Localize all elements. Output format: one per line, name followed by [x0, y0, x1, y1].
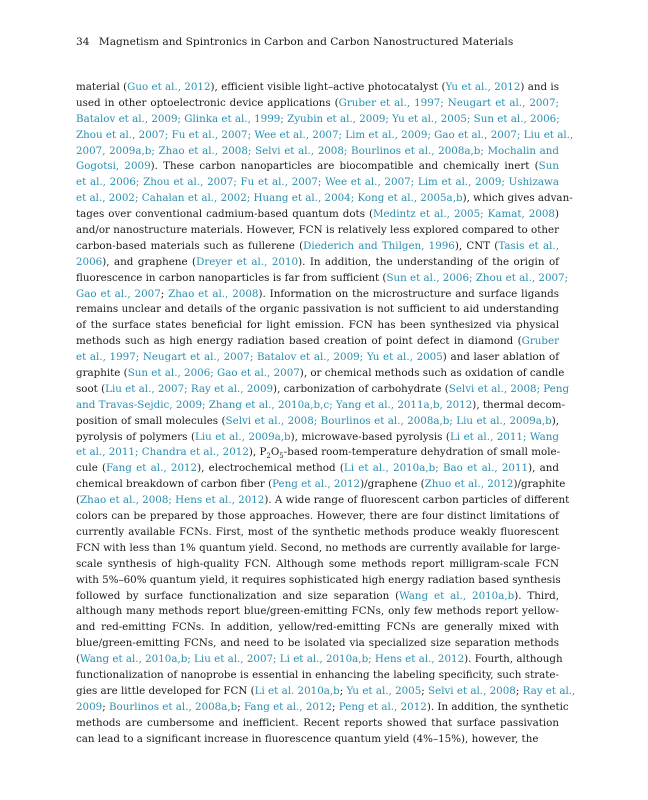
text-line	[76, 716, 559, 732]
citation-link[interactable]: Gruber	[521, 335, 559, 348]
text-run: methods are cumbersome and inefficient. Recent reports showed that surface passivation	[76, 716, 559, 729]
text-run: )/graphite	[513, 478, 566, 491]
text-run: ). In addition, the understanding of the origin of	[298, 255, 559, 268]
text-line	[76, 525, 559, 541]
citation-link[interactable]: Batalov et al., 2009; Glinka et al., 1999; Zyubin et al., 2009; Yu et al., 2005; Sun et al., 2006;	[76, 112, 560, 125]
citation-link[interactable]: Diederich and Thilgen, 1996	[303, 239, 455, 252]
text-run: )	[554, 208, 559, 221]
text-run: ). A wide range of fluorescent carbon particles of different	[264, 494, 570, 507]
text-run: pyrolysis of polymers (	[76, 430, 195, 443]
text-line	[76, 318, 559, 334]
text-run: )/graphene (	[360, 478, 425, 491]
citation-link[interactable]: Medintz et al., 2005; Kamat, 2008	[373, 208, 555, 221]
text-run: with 5%–60% quantum yield, it requires sophisticated high energy radiation based synthesis	[76, 573, 561, 586]
text-line	[76, 382, 570, 398]
citation-link[interactable]: Peng et al., 2012	[338, 700, 427, 713]
text-run: ;	[421, 684, 429, 697]
text-run: ), CNT (	[454, 239, 499, 252]
citation-link[interactable]: Li et al. 2010a,b	[254, 684, 340, 697]
text-line	[76, 509, 559, 525]
text-line	[76, 430, 559, 446]
citation-link[interactable]: et al., 1997; Neugart et al., 2007; Batalov et al., 2009; Yu et al., 2005	[76, 351, 443, 364]
citation-link[interactable]: Sun	[538, 160, 559, 173]
text-line	[76, 302, 559, 318]
text-line	[76, 604, 559, 620]
text-run: carbon-based materials such as fullerene (	[76, 239, 304, 252]
text-run: O	[270, 446, 280, 459]
text-run: tages over conventional cadmium-based quantum dots (	[76, 208, 374, 221]
text-line	[76, 620, 559, 636]
citation-link[interactable]: Ray et al.,	[522, 684, 576, 697]
text-run: ;	[237, 700, 244, 713]
text-run: ) and is	[520, 81, 559, 93]
text-run: used in other optoelectronic device applications (	[76, 96, 339, 109]
text-run: gies are little developed for FCN (	[76, 684, 255, 697]
text-run: ), electrochemical method (	[197, 462, 344, 475]
citation-link[interactable]: Peng et al., 2012	[272, 478, 361, 491]
citation-link[interactable]: Gao et al., 2007	[76, 287, 161, 300]
text-line	[76, 366, 565, 382]
text-run: ), and	[528, 462, 560, 475]
text-run: ;	[332, 700, 339, 713]
text-run: soot (	[76, 382, 106, 395]
text-run: can lead to a significant increase in fluorescence quantum yield (4%–15%), however, the	[76, 732, 539, 745]
citation-link[interactable]: Selvi et al., 2008	[428, 684, 516, 697]
citation-link[interactable]: Li et al., 2011; Wang	[449, 430, 559, 443]
text-line	[76, 191, 573, 207]
text-run: ;	[160, 287, 169, 300]
citation-link[interactable]: Wang et al., 2010a,b	[399, 589, 515, 602]
text-run: ). Third,	[514, 589, 559, 602]
text-line	[76, 239, 559, 255]
text-run: ), or chemical methods such as oxidation of candle	[299, 367, 565, 380]
text-line	[76, 684, 576, 700]
citation-link[interactable]: Gruber et al., 1997; Neugart et al., 2007;	[338, 96, 560, 109]
text-run: ) and laser ablation of	[442, 351, 559, 364]
text-run: (	[76, 653, 81, 666]
text-run: material (	[76, 81, 128, 93]
citation-link[interactable]: Liu et al., 2009a,b	[194, 430, 291, 443]
citation-link[interactable]: Liu et al., 2007; Ray et al., 2009	[105, 382, 274, 395]
citation-link[interactable]: Li et al., 2010a,b; Bao et al., 2011	[343, 462, 529, 475]
text-run: graphite (	[76, 367, 128, 380]
citation-link[interactable]: Tasis et al.,	[498, 239, 559, 252]
text-run: ). These carbon nanoparticles are biocompatible and chemically inert (	[150, 160, 539, 173]
text-run: ;	[339, 684, 347, 697]
text-run: ), efficient visible light–active photocatalyst (	[210, 81, 446, 93]
citation-link[interactable]: 2007, 2009a,b; Zhao et al., 2008; Selvi et al., 2008; Bourlinos et al., 2008a,b; Mochalin and	[76, 144, 559, 157]
text-line	[76, 334, 559, 350]
text-line	[76, 175, 559, 191]
text-run: methods such as high energy radiation based creation of point defect in diamond (	[76, 335, 522, 348]
text-run: functionalization of nanoprobe is essential in enhancing the labeling specificity, such strate-	[76, 668, 559, 681]
running-title: Magnetism and Spintronics in Carbon and Carbon Nanostructured Materials	[98, 36, 514, 48]
text-run: ), carbonization of carbohydrate (	[273, 382, 449, 395]
text-run: although many methods report blue/green-emitting FCNs, only few methods report yellow-	[76, 605, 559, 618]
text-line	[76, 700, 569, 716]
text-run: currently available FCNs. First, most of the synthetic methods produce weakly fluorescent	[76, 525, 559, 538]
text-line	[76, 557, 559, 573]
text-run: ), which gives advan-	[462, 192, 573, 205]
text-line	[76, 541, 559, 557]
text-line	[76, 112, 559, 128]
text-line	[76, 573, 559, 589]
text-line	[76, 271, 569, 287]
text-line	[76, 398, 566, 414]
text-line	[76, 350, 559, 366]
citation-link[interactable]: Sun et al., 2006; Gao et al., 2007	[127, 367, 300, 380]
text-line	[76, 652, 563, 668]
citation-link[interactable]: 2006	[76, 255, 103, 268]
text-line	[76, 207, 559, 223]
text-line	[76, 144, 559, 160]
text-line	[76, 255, 559, 271]
text-line	[76, 80, 559, 96]
text-line	[76, 128, 574, 144]
citation-link[interactable]: Bourlinos et al., 2008a,b	[108, 700, 238, 713]
citation-link[interactable]: Zhao et al., 2008; Hens et al., 2012	[80, 494, 265, 507]
text-run: ). In addition, the synthetic	[426, 700, 569, 713]
text-line	[76, 493, 570, 509]
text-run: ). Fourth, although	[464, 653, 563, 666]
citation-link[interactable]: Selvi et al., 2008; Bourlinos et al., 2008a,b; Liu et al., 2009a,b	[225, 414, 552, 427]
text-line	[76, 668, 559, 684]
text-run: colors can be prepared by those approaches. However, there are four distinct limitations of	[76, 510, 559, 523]
text-line	[76, 732, 559, 748]
text-run: (	[76, 494, 81, 507]
text-line	[76, 589, 559, 605]
text-line	[76, 445, 559, 461]
text-run: fluorescence in carbon nanoparticles is far from sufficient (	[76, 271, 387, 284]
text-line	[76, 159, 559, 175]
citation-link[interactable]: Zhao et al., 2008	[168, 287, 259, 300]
citation-link[interactable]: Selvi et al., 2008; Peng	[448, 382, 570, 395]
citation-link[interactable]: Guo et al., 2012	[127, 81, 211, 93]
citation-link[interactable]: Dreyer et al., 2010	[196, 255, 299, 268]
text-line	[76, 96, 559, 112]
citation-link[interactable]: Yu et al., 2005	[346, 684, 422, 697]
body-paragraph	[76, 80, 576, 747]
citation-link[interactable]: Sun et al., 2006; Zhou et al., 2007;	[386, 271, 569, 284]
citation-link[interactable]: et al., 2002; Cahalan et al., 2002; Huang et al., 2004; Kong et al., 2005a,b	[76, 192, 463, 205]
text-run: scale synthesis of high-quality FCN. Although some methods report milligram-scale FCN	[76, 557, 559, 570]
text-line	[76, 287, 559, 303]
text-run: cule (	[76, 462, 107, 475]
text-line	[76, 636, 559, 652]
text-run: and red-emitting FCNs. In addition, yellow/red-emitting FCNs are generally mixed with	[76, 621, 559, 634]
text-run: remains unclear and details of the organic passivation is not sufficient to aid understanding	[76, 303, 559, 316]
text-run: ), thermal decom-	[472, 398, 566, 411]
text-run: ), microwave-based pyrolysis (	[290, 430, 450, 443]
text-line	[76, 223, 559, 239]
text-run: ), P	[248, 446, 267, 459]
text-run: ;	[102, 700, 109, 713]
page-number: 34	[76, 36, 90, 48]
text-run: FCN with less than 1% quantum yield. Second, no methods are currently available for large-	[76, 541, 561, 554]
text-run: of the surface states beneficial for light emission. FCN has been synthesized via physical	[76, 319, 559, 332]
text-run: ),	[551, 414, 559, 427]
citation-link[interactable]: et al., 2006; Zhou et al., 2007; Fu et al., 2007; Wee et al., 2007; Lim et al., 2009; Ushizawa	[76, 176, 559, 189]
text-line	[76, 461, 559, 477]
citation-link[interactable]: Fang et al., 2012	[106, 462, 198, 475]
text-run: ). Information on the microstructure and surface ligands	[258, 287, 559, 300]
text-run: -based room-temperature dehydration of small mole-	[283, 446, 561, 459]
citation-link[interactable]: Zhou et al., 2007; Fu et al., 2007; Wee et al., 2007; Lim et al., 2009; Gao et al., 2007; Liu et al.,	[76, 128, 574, 141]
text-run: chemical breakdown of carbon fiber (	[76, 478, 273, 491]
citation-link[interactable]: and Travas-Sejdic, 2009; Zhang et al., 2010a,b,c; Yang et al., 2011a,b, 2012	[76, 398, 473, 411]
text-run: position of small molecules (	[76, 414, 226, 427]
citation-link[interactable]: Gogotsi, 2009	[76, 160, 151, 173]
text-run: followed by surface functionalization and size separation (	[76, 589, 400, 602]
subscript: 2	[266, 452, 271, 461]
citation-link[interactable]: 2009	[76, 700, 103, 713]
text-line	[76, 477, 566, 493]
citation-link[interactable]: et al., 2011; Chandra et al., 2012	[76, 446, 249, 459]
running-header	[76, 35, 576, 49]
citation-link[interactable]: Yu et al., 2012	[445, 81, 521, 93]
text-run: ;	[515, 684, 523, 697]
citation-link[interactable]: Zhuo et al., 2012	[424, 478, 514, 491]
citation-link[interactable]: Wang et al., 2010a,b; Liu et al., 2007; Li et al., 2010a,b; Hens et al., 2012	[80, 653, 465, 666]
citation-link[interactable]: Fang et al., 2012	[243, 700, 333, 713]
text-line	[76, 414, 559, 430]
subscript: 5	[279, 452, 284, 461]
text-run: blue/green-emitting FCNs, and need to be isolated via specialized size separation methods	[76, 637, 559, 650]
text-run: and/or nanostructure materials. However, FCN is relatively less explored compared to other	[76, 224, 559, 237]
text-run: ), and graphene (	[102, 255, 197, 268]
